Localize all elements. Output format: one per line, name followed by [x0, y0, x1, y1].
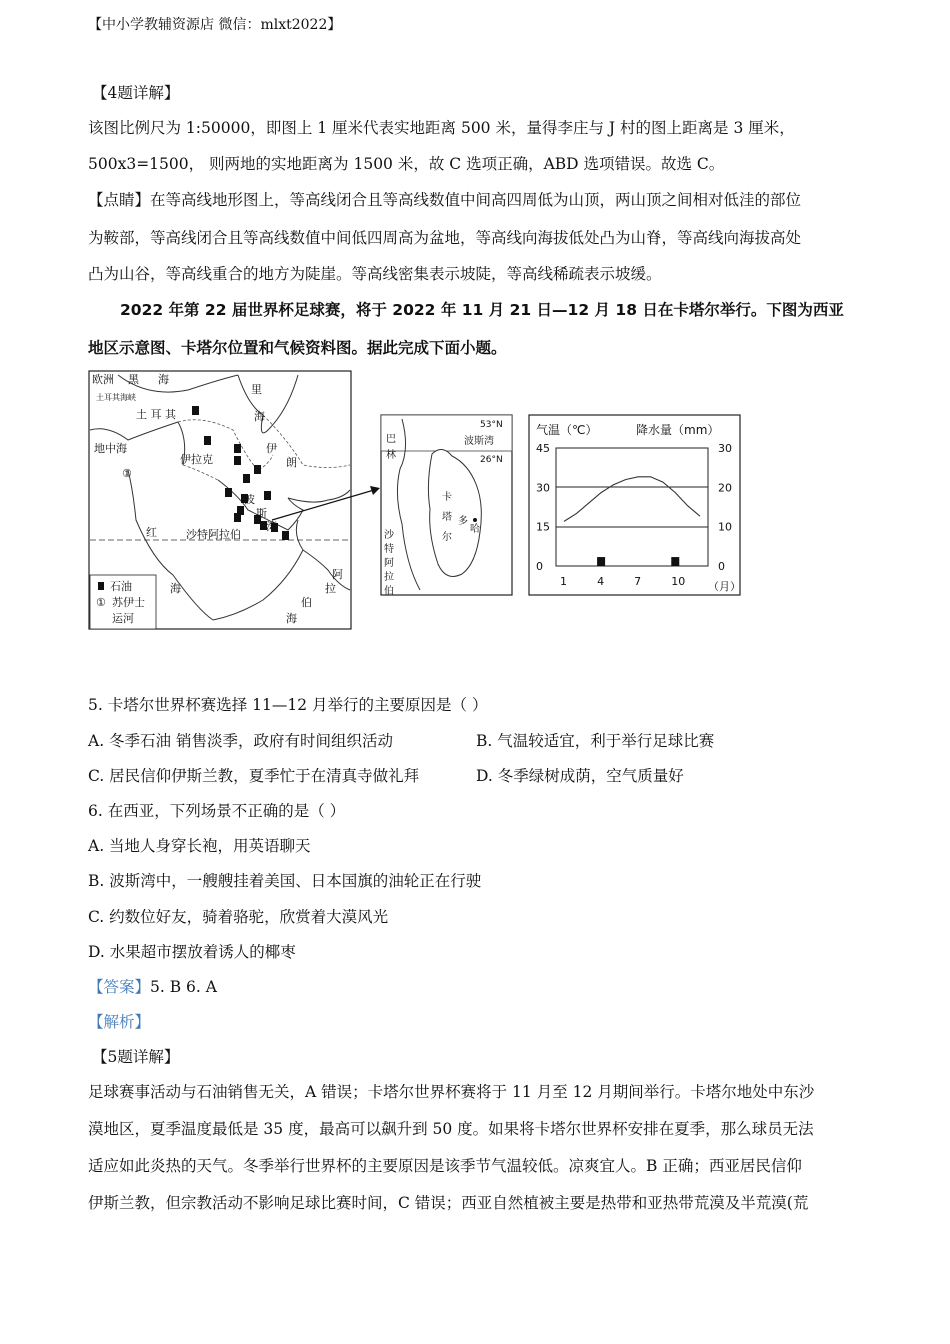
label-arabian-3: 伯 [301, 596, 312, 609]
label-red-sea: 红 [146, 526, 157, 539]
x-unit: （月） [708, 580, 741, 593]
legend-suez-marker: ① [96, 596, 106, 609]
legend-oil: 石油 [110, 580, 132, 593]
q4-line-1: 该图比例尺为 1:50000，即图上 1 厘米代表实地距离 500 米，量得李庄与 J 村的图上距离是 3 厘米， [88, 119, 795, 137]
answer-label: 【答案】 [88, 978, 151, 996]
month-tick-label: 1 [560, 575, 567, 588]
qatar-3: 尔 [442, 532, 452, 543]
label-europe: 欧洲 [92, 373, 114, 386]
q5-option-c: C. 居民信仰伊斯兰教，夏季忙于在清真寺做礼拜 [88, 767, 420, 785]
analysis-line-4: 伊斯兰教，但宗教活动不影响足球比赛时间，C 错误；西亚自然植被主要是热带和亚热带荒漠及半荒漠(荒 [88, 1194, 809, 1212]
label-caspian-2: 海 [254, 410, 265, 423]
q4-line-2: 500x3=1500， 则两地的实地距离为 1500 米，故 C 选项正确，ABD 选项错误。故选 C。 [88, 155, 725, 173]
month-tick-label: 4 [597, 575, 605, 588]
month-tick-label: 10 [671, 575, 686, 588]
legend-suez-2: 运河 [112, 612, 134, 625]
doha-2: 哈 [470, 524, 480, 535]
label-caspian: 里 [251, 383, 262, 396]
analysis-line-1: 足球赛事活动与石油销售无关，A 错误；卡塔尔世界杯赛将于 11 月至 12 月期间举行。卡塔尔地处中东沙 [88, 1083, 815, 1101]
answer-value: 5. B 6. A [150, 978, 217, 996]
label-black-sea-2: 海 [158, 373, 169, 386]
label-iran: 伊 [266, 442, 277, 455]
bahrain-1: 巴 [386, 434, 396, 445]
tip-line-3: 凸为山谷，等高线重合的地方为陡崖。等高线密集表示坡陡，等高线稀疏表示坡缓。 [88, 265, 662, 283]
analysis-label: 【解析】 [88, 1013, 151, 1031]
climate-chart [528, 414, 742, 597]
label-iraq: 伊拉克 [180, 453, 213, 466]
legend-suez-1: 苏伊士 [112, 596, 145, 609]
month-tick-label: 7 [634, 575, 642, 588]
label-black-sea: 黑 [128, 373, 139, 386]
label-turkey: 土 耳 其 [136, 408, 176, 421]
temp-tick-label: 30 [536, 481, 550, 495]
saudi-1: 沙 [384, 530, 394, 541]
intro-line-1: 2022 年第 22 届世界杯足球赛，将于 2022 年 11 月 21 日—12 月 18 日在卡塔尔举行。下图为西亚 [120, 301, 844, 319]
label-arabian-4: 海 [286, 612, 297, 625]
precip-tick-label: 0 [718, 560, 725, 573]
answer-line [88, 976, 217, 998]
suez-marker: ① [122, 467, 132, 480]
temp-tick-label: 0 [536, 560, 543, 573]
label-gulf-2: 斯 [256, 507, 267, 520]
q6-option-c: C. 约数位好友，骑着骆驼，欣赏着大漠风光 [88, 908, 389, 926]
q5-stem: 5. 卡塔尔世界杯赛选择 11—12 月举行的主要原因是（ ） [88, 696, 488, 714]
doha-1: 多 [458, 516, 468, 527]
precip-axis-title: 降水量（mm） [636, 423, 720, 437]
saudi-3: 阿 [384, 558, 394, 569]
q5-detail-title: 【5题详解】 [92, 1048, 180, 1066]
q5-option-a: A. 冬季石油 销售淡季，政府有时间组织活动 [88, 732, 393, 750]
qatar-inset-map [380, 414, 514, 597]
label-strait: 土耳其海峡 [96, 393, 136, 402]
label-red-sea-2: 海 [170, 582, 181, 595]
q6-stem: 6. 在西亚，下列场景不正确的是（ ） [88, 802, 346, 820]
tip-line-2: 为鞍部，等高线闭合且等高线数值中间低四周高为盆地，等高线向海拔低处凸为山脊，等高线向海拔高处 [88, 229, 802, 247]
precip-tick-label: 20 [718, 481, 732, 495]
saudi-5: 伯 [384, 586, 394, 597]
label-med: 地中海 [94, 442, 127, 455]
precip-bar [671, 557, 679, 566]
q6-option-a: A. 当地人身穿长袍，用英语聊天 [88, 837, 311, 855]
bahrain-2: 林 [386, 450, 396, 461]
temp-tick-label: 15 [536, 520, 550, 534]
label-arabian-1: 阿 [332, 568, 343, 581]
q5-option-b: B. 气温较适宜，利于举行足球比赛 [476, 732, 715, 750]
saudi-4: 拉 [384, 572, 394, 583]
qatar-1: 卡 [442, 492, 452, 503]
temp-axis-title: 气温（℃） [536, 423, 598, 437]
analysis-line-3: 适应如此炎热的天气。冬季举行世界杯的主要原因是该季节气温较低。凉爽宜人。B 正确；西亚居民信仰 [88, 1157, 802, 1175]
label-arabian-2: 拉 [325, 582, 336, 595]
precip-tick-label: 10 [718, 520, 732, 534]
label-iran-2: 朗 [286, 456, 297, 469]
precip-tick-label: 30 [718, 442, 732, 455]
lat-53: 53°N [480, 420, 503, 430]
label-gulf-1: 波 [244, 493, 255, 506]
label-saudi: 沙特阿拉伯 [186, 528, 241, 541]
pointer-arrow [270, 480, 385, 525]
temp-tick-label: 45 [536, 442, 550, 455]
analysis-line-2: 漠地区，夏季温度最低是 35 度，最高可以飙升到 50 度。如果将卡塔尔世界杯安排在夏季，那么球员无法 [88, 1120, 814, 1138]
saudi-2: 特 [384, 544, 394, 555]
label-gulf-3: 湾 [266, 520, 277, 533]
page-header: 【中小学教辅资源店 微信：mlxt2022】 [88, 17, 342, 33]
gulf-label: 波斯湾 [464, 436, 494, 447]
intro-line-2: 地区示意图、卡塔尔位置和气候资料图。据此完成下面小题。 [88, 339, 507, 357]
lat-26: 26°N [480, 455, 503, 465]
q4-title: 【4题详解】 [92, 84, 180, 102]
qatar-2: 塔 [442, 512, 452, 523]
q6-option-d: D. 水果超市摆放着诱人的椰枣 [88, 943, 296, 961]
q5-option-d: D. 冬季绿树成荫，空气质量好 [476, 767, 684, 785]
q6-option-b: B. 波斯湾中，一艘艘挂着美国、日本国旗的油轮正在行驶 [88, 872, 482, 890]
tip-line-1: 【点睛】在等高线地形图上，等高线闭合且等高线数值中间高四周低为山顶，两山顶之间相对低洼的部位 [88, 191, 802, 209]
precip-bar [597, 557, 605, 566]
